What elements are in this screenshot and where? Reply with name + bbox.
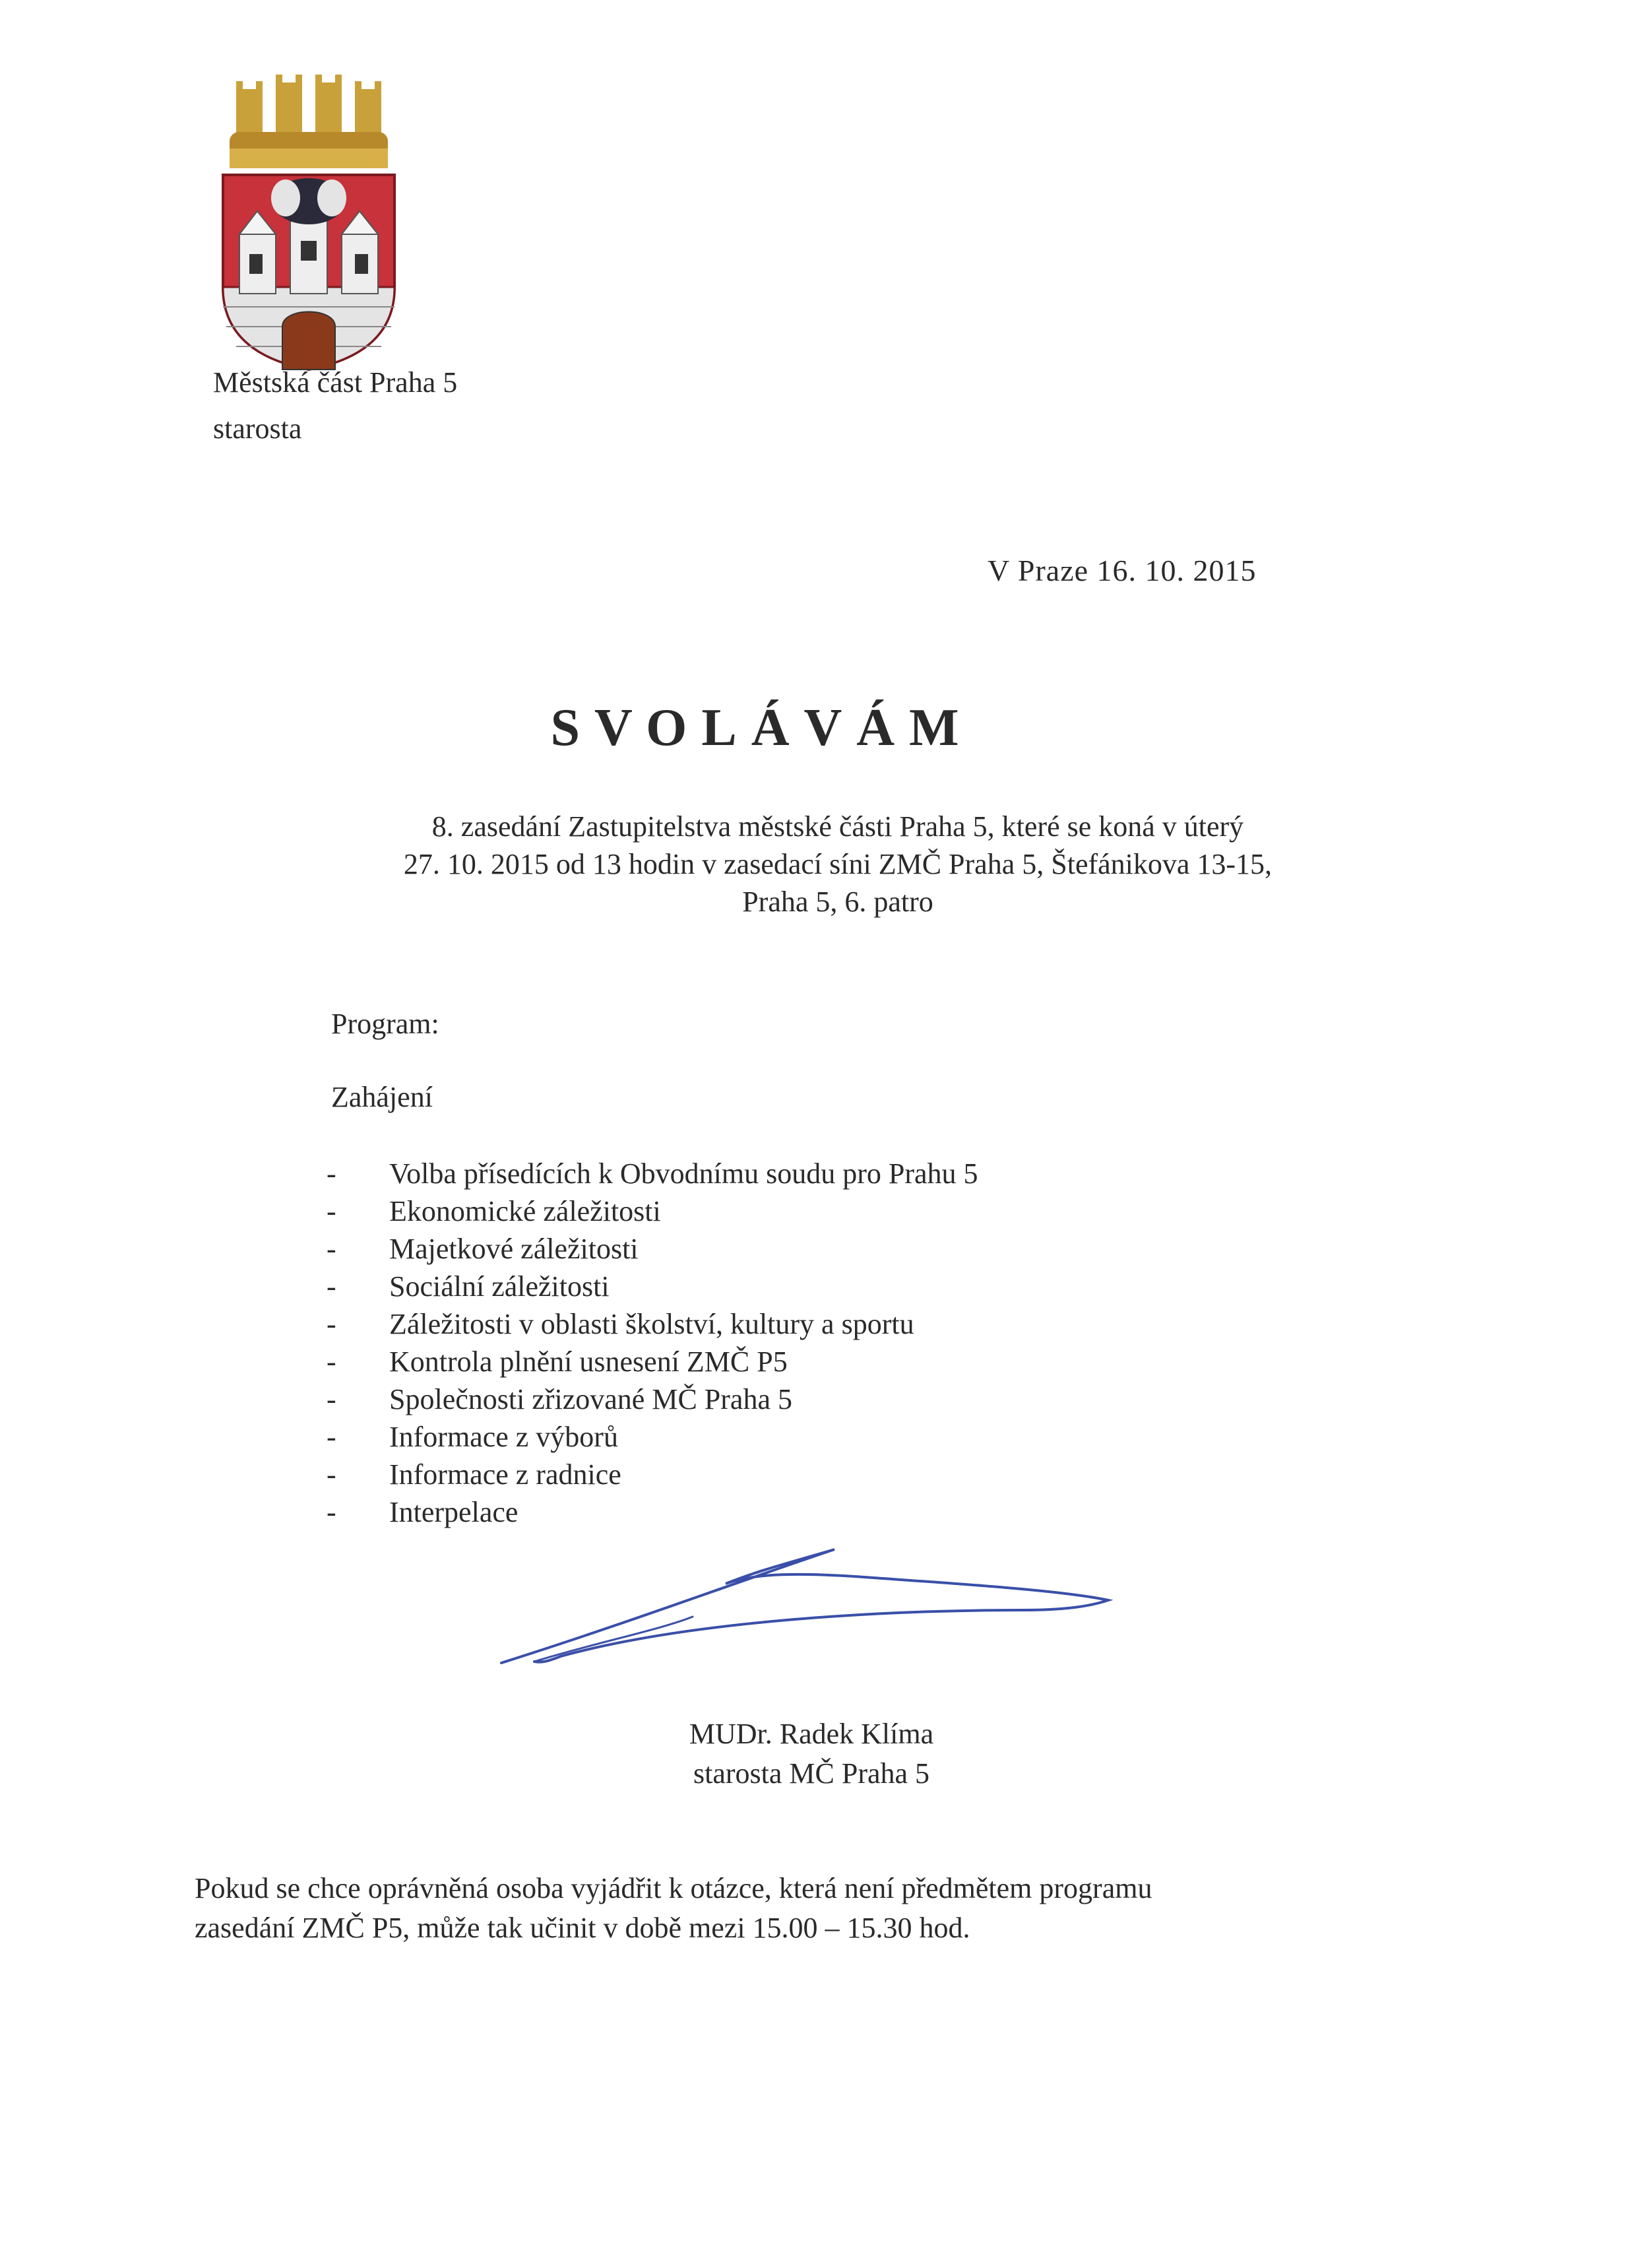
agenda-item-label: Majetkové záležitosti [389, 1233, 639, 1265]
list-item [327, 1456, 978, 1493]
footer-line: zasedání ZMČ P5, může tak učinit v době mezi 15.00 – 15.30 hod. [195, 1912, 970, 1944]
intro-line: 8. zasedání Zastupitelstva městské části Praha 5, které se koná v úterý [431, 810, 1244, 843]
date-line: V Praze 16. 10. 2015 [988, 554, 1257, 587]
org-name: Městská část Praha 5 [213, 366, 458, 399]
list-item [327, 1230, 978, 1268]
agenda-item-label: Sociální záležitosti [389, 1270, 610, 1303]
signature-icon [495, 1538, 1121, 1689]
list-dash: - [327, 1270, 336, 1303]
list-dash: - [327, 1496, 336, 1528]
opening-label: Zahájení [331, 1081, 433, 1113]
footer-line: Pokud se chce oprávněná osoba vyjádřit k otázce, která není předmětem programu [195, 1872, 1152, 1904]
list-dash: - [327, 1157, 336, 1190]
signer-block [581, 1714, 1042, 1794]
list-item [327, 1192, 978, 1230]
intro-line: Praha 5, 6. patro [742, 886, 933, 918]
list-item [327, 1343, 978, 1380]
list-item [327, 1155, 978, 1192]
list-item [327, 1380, 978, 1418]
agenda-item-label: Záležitosti v oblasti školství, kultury a sportu [389, 1308, 914, 1340]
agenda-item-label: Kontrola plnění usnesení ZMČ P5 [389, 1345, 788, 1378]
meeting-intro [303, 808, 1372, 921]
list-dash: - [327, 1195, 336, 1227]
footer-note [195, 1869, 1382, 1948]
letterhead [213, 360, 457, 452]
list-dash: - [327, 1345, 336, 1378]
org-role: starosta [213, 412, 302, 445]
agenda-item-label: Informace z výborů [389, 1421, 618, 1453]
page-title: SVOLÁVÁM [550, 699, 974, 757]
agenda-list [327, 1155, 978, 1531]
agenda-item-label: Společnosti zřizované MČ Praha 5 [389, 1383, 792, 1415]
list-item [327, 1493, 978, 1531]
list-item [327, 1268, 978, 1305]
agenda-item-label: Interpelace [389, 1496, 519, 1528]
list-dash: - [327, 1233, 336, 1265]
signer-role: starosta MČ Praha 5 [693, 1757, 930, 1790]
list-dash: - [327, 1308, 336, 1340]
agenda-item-label: Informace z radnice [389, 1458, 621, 1491]
program-label: Program: [331, 1008, 439, 1040]
list-item [327, 1305, 978, 1343]
coat-of-arms-icon [210, 69, 408, 373]
list-dash: - [327, 1383, 336, 1415]
intro-line: 27. 10. 2015 od 13 hodin v zasedací síni ZMČ Praha 5, Štefánikova 13-15, [403, 848, 1273, 880]
agenda-item-label: Volba přísedících k Obvodnímu soudu pro Prahu 5 [389, 1157, 978, 1190]
list-dash: - [327, 1458, 336, 1491]
list-dash: - [327, 1421, 336, 1453]
agenda-item-label: Ekonomické záležitosti [389, 1195, 661, 1227]
crown-icon [230, 75, 388, 168]
list-item [327, 1418, 978, 1456]
signer-name: MUDr. Radek Klíma [689, 1718, 934, 1750]
